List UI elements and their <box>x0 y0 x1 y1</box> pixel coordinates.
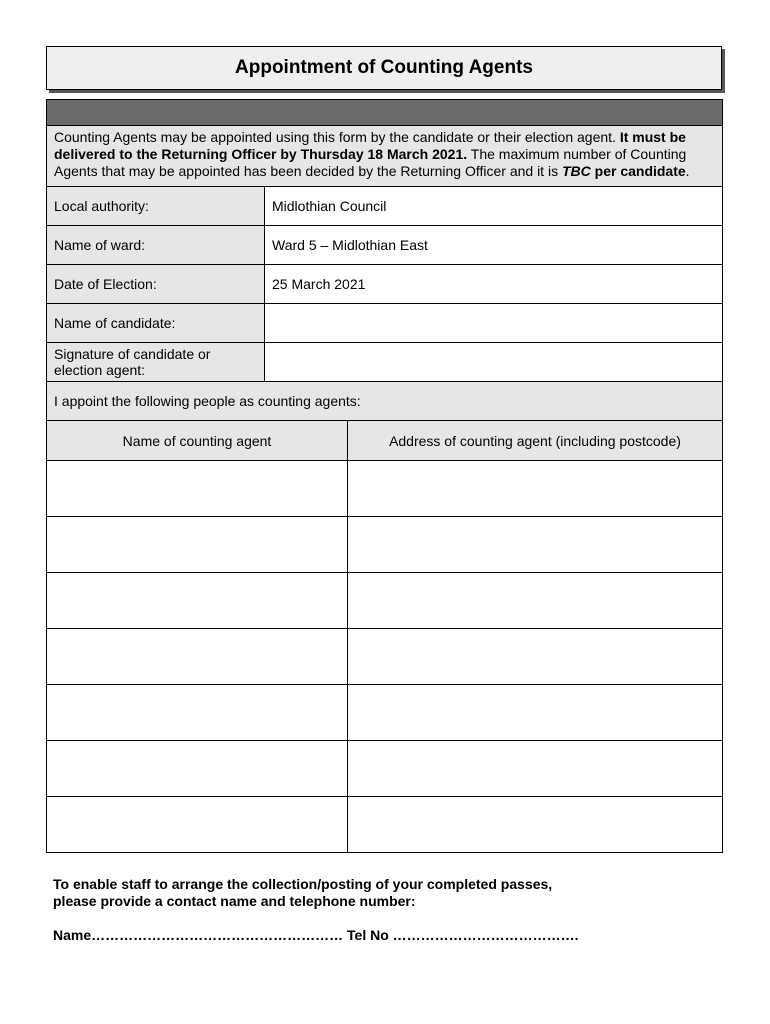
local-authority-field[interactable]: Midlothian Council <box>272 198 387 214</box>
table-row <box>47 517 722 573</box>
field-label: Name of candidate: <box>47 304 265 342</box>
agent-address-cell[interactable] <box>348 461 722 516</box>
intro-tbc: TBC <box>561 163 591 179</box>
agents-table-body <box>47 461 722 852</box>
field-row-local-authority <box>47 187 722 226</box>
field-row-signature <box>47 343 722 382</box>
agent-address-cell[interactable] <box>348 573 722 628</box>
field-label: Signature of candidate or election agent: <box>47 343 265 381</box>
intro-per-candidate: per candidate <box>590 163 686 179</box>
contact-instruction-line-2: please provide a contact name and telephone number: <box>53 893 416 909</box>
agent-name-cell[interactable] <box>47 741 348 796</box>
column-header-name: Name of counting agent <box>47 421 348 460</box>
agents-table-header <box>47 421 722 461</box>
column-header-address: Address of counting agent (including postcode) <box>389 432 681 449</box>
field-label: Date of Election: <box>47 265 265 303</box>
contact-name-tel-line[interactable]: Name……………………………………………… Tel No …………………………………. <box>53 927 579 943</box>
appointment-form <box>46 99 723 853</box>
signature-field[interactable] <box>265 343 722 381</box>
agent-name-cell[interactable] <box>47 797 348 852</box>
field-label: Name of ward: <box>47 226 265 264</box>
intro-text-1: Counting Agents may be appointed using this form by the candidate or their election agent. <box>54 129 620 145</box>
agent-name-cell[interactable] <box>47 517 348 572</box>
field-label: Local authority: <box>47 187 265 225</box>
table-row <box>47 573 722 629</box>
election-date-field[interactable]: 25 March 2021 <box>272 276 366 292</box>
table-row <box>47 629 722 685</box>
field-row-candidate <box>47 304 722 343</box>
table-row <box>47 685 722 741</box>
intro-end: . <box>685 163 690 179</box>
agent-address-cell[interactable] <box>348 517 722 572</box>
instructions <box>47 126 722 187</box>
field-row-election-date <box>47 265 722 304</box>
agent-name-cell[interactable] <box>47 573 348 628</box>
agent-name-cell[interactable] <box>47 461 348 516</box>
contact-section <box>53 876 713 944</box>
table-row <box>47 741 722 797</box>
appoint-statement: I appoint the following people as counting agents: <box>47 382 722 421</box>
intro-text-2: The maximum number of Counting Agents that may be appointed has been decided by the Returning Officer and it is <box>54 146 687 179</box>
field-row-ward <box>47 226 722 265</box>
intro-deadline: It must be delivered to the Returning Officer by Thursday 18 March 2021. <box>54 129 686 162</box>
candidate-name-field[interactable] <box>265 304 722 342</box>
agent-address-cell[interactable] <box>348 685 722 740</box>
header-bar <box>47 100 722 126</box>
contact-instruction-line-1: To enable staff to arrange the collection/posting of your completed passes, <box>53 876 553 892</box>
table-row <box>47 461 722 517</box>
agent-address-cell[interactable] <box>348 797 722 852</box>
page-title: Appointment of Counting Agents <box>46 46 722 90</box>
agent-address-cell[interactable] <box>348 741 722 796</box>
table-row <box>47 797 722 852</box>
ward-field[interactable]: Ward 5 – Midlothian East <box>272 237 428 253</box>
agent-name-cell[interactable] <box>47 629 348 684</box>
agent-name-cell[interactable] <box>47 685 348 740</box>
agent-address-cell[interactable] <box>348 629 722 684</box>
